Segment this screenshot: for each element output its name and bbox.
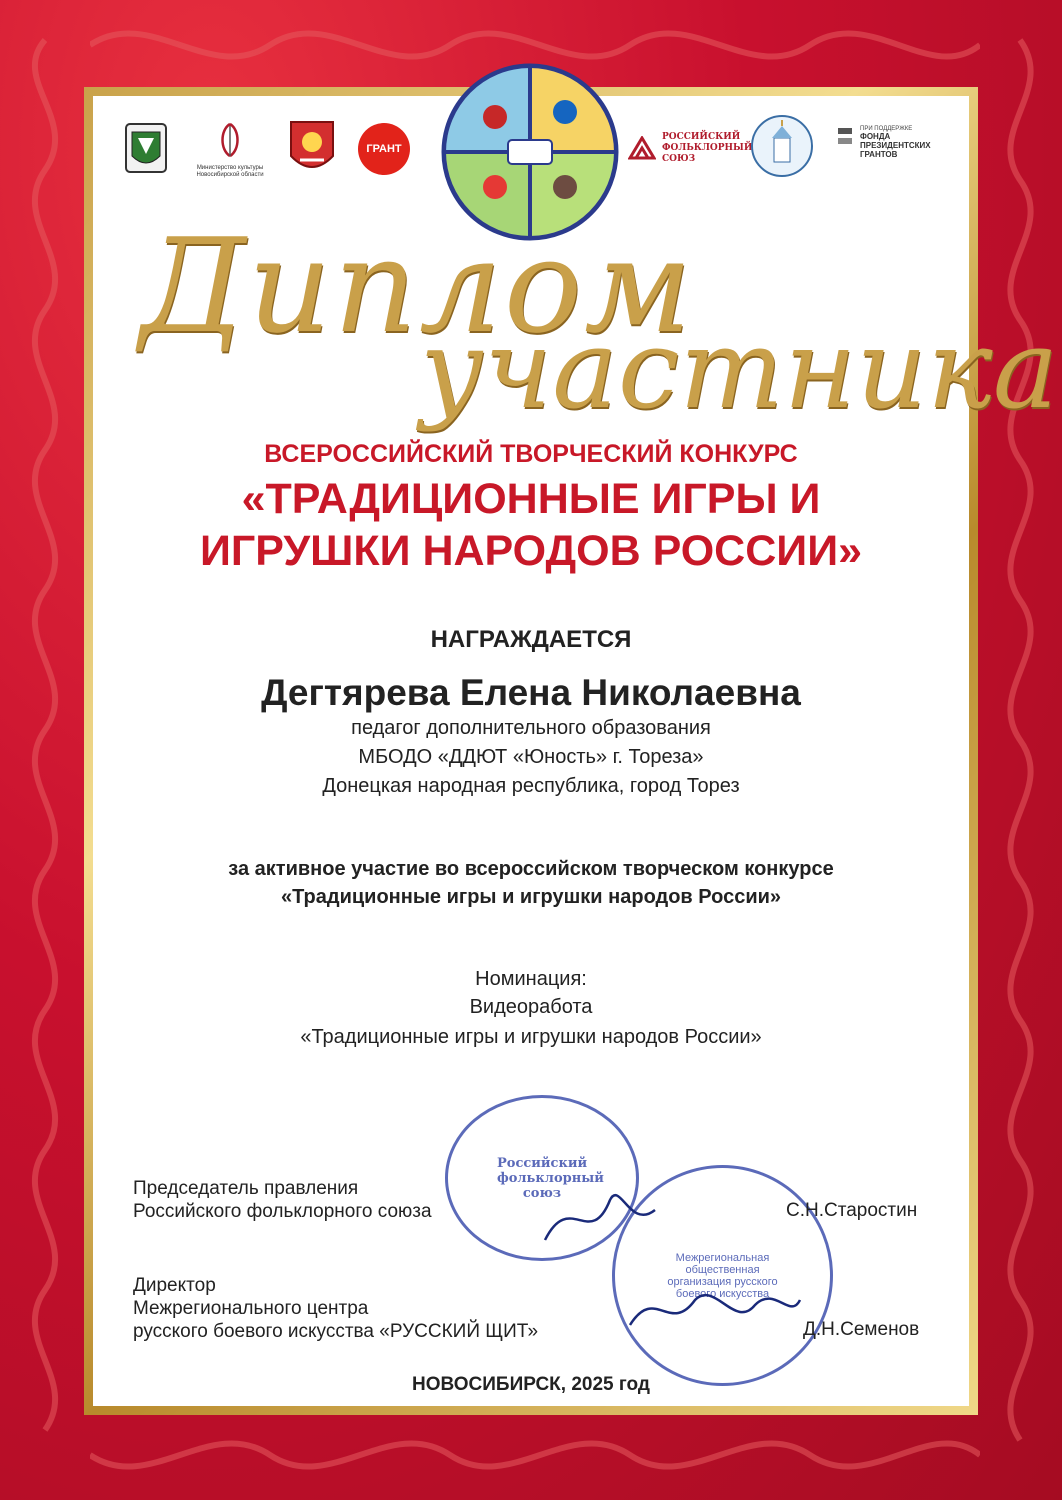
folklore-union-label: РОССИЙСКИЙ ФОЛЬКЛОРНЫЙ СОЮЗ xyxy=(662,131,753,164)
award-label: НАГРАЖДАЕТСЯ xyxy=(430,626,632,653)
right-stamp-text: Межрегиональная общественная организация русского боевого искусства xyxy=(667,1251,778,1300)
signature-semenov xyxy=(625,1280,805,1340)
recipient-position: педагог дополнительного образования xyxy=(351,717,711,739)
first-signer-role xyxy=(133,1177,432,1223)
second-role-line-2: Межрегионального центра xyxy=(133,1298,369,1319)
first-signer-name: С.Н.Старостин xyxy=(786,1200,918,1221)
folklore-union-logo xyxy=(628,126,753,170)
nomination-category: Видеоработа xyxy=(469,996,593,1018)
contest-type: ВСЕРОССИЙСКИЙ ТВОРЧЕСКИЙ КОНКУРС xyxy=(264,440,798,468)
fund-small-label: ПРИ ПОДДЕРЖКЕ xyxy=(860,126,913,132)
footer-city-year: НОВОСИБИРСК, 2025 год xyxy=(412,1374,650,1395)
floral-ornament-right xyxy=(978,0,1062,1500)
nomination-title: «Традиционные игры и игрушки народов России» xyxy=(300,1026,762,1048)
reason-line-1: за активное участие во всероссийском творческом конкурсе xyxy=(228,858,834,880)
title-line-1: Диплом xyxy=(140,210,694,362)
contest-name-line-2: ИГРУШКИ НАРОДОВ РОССИИ» xyxy=(199,527,863,575)
floral-ornament-left xyxy=(0,0,90,1500)
regional-emblem-logo xyxy=(285,116,339,180)
church-seal-logo xyxy=(750,114,814,178)
signature-starostin xyxy=(540,1180,660,1250)
recipient-location: Донецкая народная республика, город Торез xyxy=(322,775,740,797)
ministry-of-culture-logo xyxy=(196,120,264,182)
fund-name-label: ФОНДА ПРЕЗИДЕНТСКИХ ГРАНТОВ xyxy=(860,132,931,159)
ministry-caption: Министерство культуры Новосибирской области xyxy=(196,165,264,178)
first-role-line-1: Председатель правления xyxy=(133,1178,359,1199)
grant-logo xyxy=(358,123,410,175)
second-role-line-1: Директор xyxy=(133,1275,216,1296)
second-role-line-3: русского боевого искусства «РУССКИЙ ЩИТ» xyxy=(133,1321,539,1342)
recipient-name: Дегтярева Елена Николаевна xyxy=(261,672,801,713)
floral-ornament-bottom xyxy=(90,1415,980,1500)
second-signer-name: Д.Н.Семенов xyxy=(803,1319,920,1340)
presidential-grants-fund-logo xyxy=(836,126,946,172)
reason-line-2: «Традиционные игры и игрушки народов России» xyxy=(280,886,782,908)
novosibirsk-coat-of-arms-logo xyxy=(124,122,168,178)
title-line-2: участника xyxy=(420,305,1059,433)
nomination-label: Номинация: xyxy=(475,968,587,990)
grant-label: ГРАНТ xyxy=(366,143,402,155)
second-signer-role xyxy=(133,1274,538,1343)
contest-name-line-1: «ТРАДИЦИОННЫЕ ИГРЫ И xyxy=(241,475,821,523)
first-role-line-2: Российского фольклорного союза xyxy=(133,1201,432,1222)
recipient-organization: МБОДО «ДДЮТ «Юность» г. Тореза» xyxy=(358,746,704,768)
left-stamp-text: Российский фольклорный союз xyxy=(497,1155,604,1201)
